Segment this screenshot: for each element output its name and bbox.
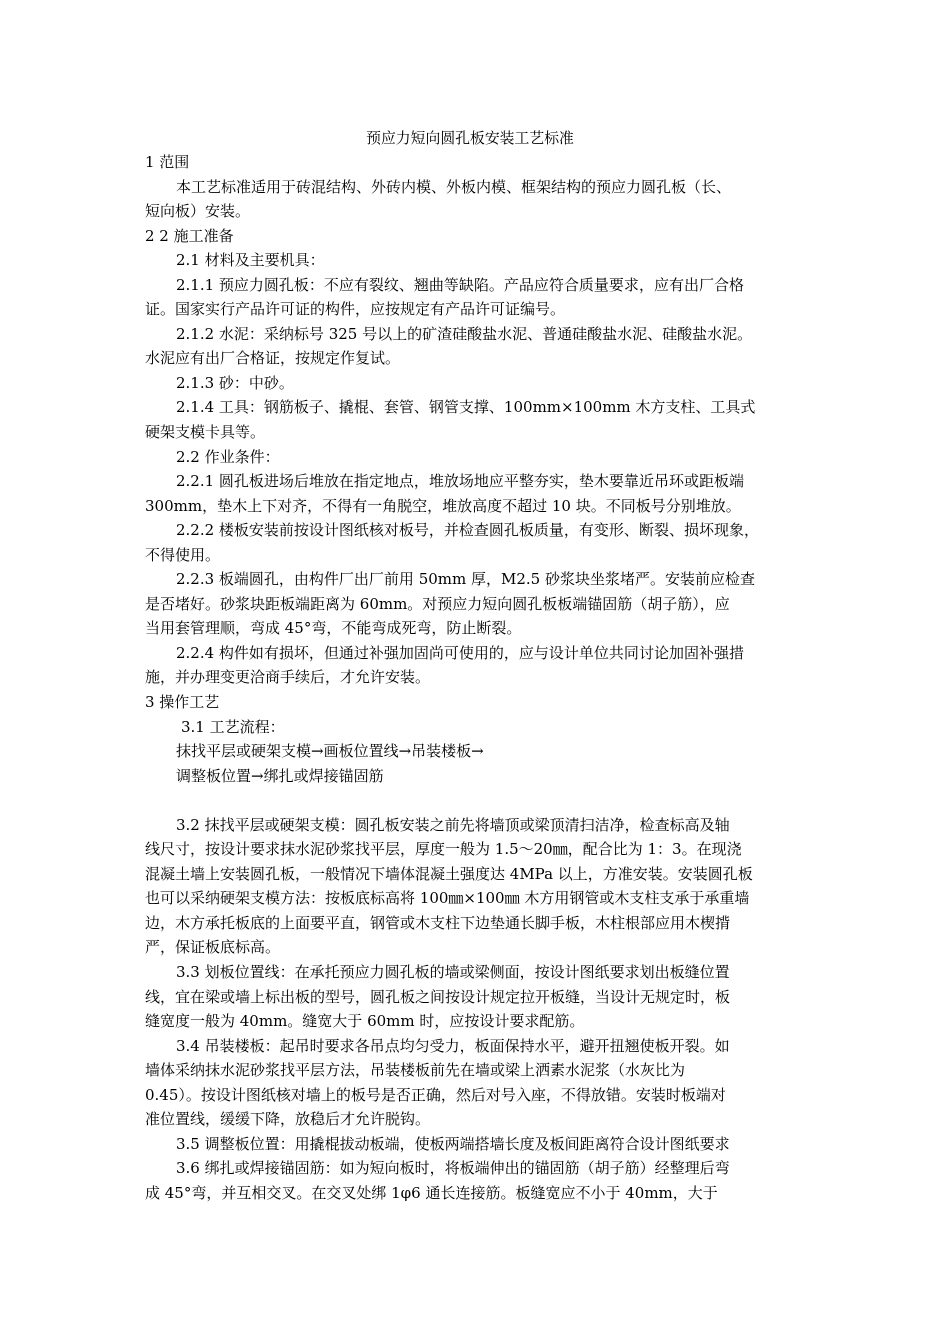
paragraph-line: 水泥应有出厂合格证，按规定作复试。	[145, 349, 401, 367]
paragraph-line: 是否堵好。砂浆块距板端距离为 60mm。对预应力短向圆孔板板端锚固筋（胡子筋），应	[145, 595, 730, 613]
paragraph-line: 也可以采纳硬架支模方法：按板底标高将 100㎜×100㎜ 木方用钢管或木支柱支承于承重墙	[145, 889, 750, 907]
paragraph-line: 硬架支模卡具等。	[145, 423, 266, 441]
paragraph-line: 2.2.4 构件如有损坏，但通过补强加固尚可使用的，应与设计单位共同讨论加固补强措	[176, 644, 744, 662]
paragraph-line: 线尺寸，按设计要求抹水泥砂浆找平层，厚度一般为 1.5～20㎜，配合比为 1：3。在现浇	[145, 840, 742, 858]
paragraph-line: 3.3 划板位置线：在承托预应力圆孔板的墙或梁侧面，按设计图纸要求划出板缝位置	[176, 963, 730, 981]
paragraph-line: 2.2.2 楼板安装前按设计图纸核对板号，并检查圆孔板质量，有变形、断裂、损坏现象，	[176, 521, 759, 539]
subsection-heading: 2.1 材料及主要机具：	[176, 251, 325, 269]
paragraph-line: 2.2.1 圆孔板进场后堆放在指定地点，堆放场地应平整夯实，垫木要靠近吊环或距板端	[176, 472, 744, 490]
paragraph-line: 准位置线，缓缓下降，放稳后才允许脱钩。	[145, 1110, 431, 1128]
paragraph-line: 线，宜在梁或墙上标出板的型号，圆孔板之间按设计规定拉开板缝，当设计无规定时，板	[145, 988, 731, 1006]
paragraph-line: 本工艺标准适用于砖混结构、外砖内模、外板内模、框架结构的预应力圆孔板（长、	[176, 178, 732, 196]
paragraph-line: 墙体采纳抹水泥砂浆找平层方法，吊装楼板前先在墙或梁上洒素水泥浆（水灰比为	[145, 1061, 686, 1079]
section-heading-operation: 3 操作工艺	[145, 693, 220, 711]
section-heading-preparation: 2 2 施工准备	[145, 227, 234, 245]
paragraph-line: 证。国家实行产品许可证的构件，应按规定有产品许可证编号。	[145, 300, 566, 318]
paragraph-line: 混凝土墙上安装圆孔板，一般情况下墙体混凝土强度达 4MPa 以上，方准安装。安装圆孔板	[145, 865, 753, 883]
process-flow-line: 调整板位置→绑扎或焊接锚固筋	[176, 767, 384, 785]
paragraph-line: 3.5 调整板位置：用撬棍拔动板端，使板两端搭墙长度及板间距离符合设计图纸要求	[176, 1135, 730, 1153]
paragraph-line: 3.6 绑扎或焊接锚固筋：如为短向板时，将板端伸出的锚固筋（胡子筋）经整理后弯	[176, 1159, 730, 1177]
paragraph-line: 施，并办理变更洽商手续后，才允许安装。	[145, 668, 431, 686]
document-title: 预应力短向圆孔板安装工艺标准	[366, 129, 574, 147]
paragraph-line: 3.4 吊装楼板：起吊时要求各吊点均匀受力，板面保持水平，避开扭翘使板开裂。如	[176, 1037, 730, 1055]
paragraph-line: 2.1.1 预应力圆孔板：不应有裂纹、翘曲等缺陷。产品应符合质量要求，应有出厂合格	[176, 276, 744, 294]
paragraph-line: 2.1.3 砂：中砂。	[176, 374, 294, 392]
paragraph-line: 缝宽度一般为 40mm。缝宽大于 60mm 时，应按设计要求配筋。	[145, 1012, 585, 1030]
paragraph-line: 3.2 抹找平层或硬架支模：圆孔板安装之前先将墙顶或梁顶清扫洁净，检查标高及轴	[176, 816, 730, 834]
paragraph-line: 2.2.3 板端圆孔，由构件厂出厂前用 50mm 厚，M2.5 砂浆块坐浆堵严。安装前应检查	[176, 570, 755, 588]
paragraph-line: 成 45°弯，并互相交叉。在交叉处绑 1φ6 通长连接筋。板缝宽应不小于 40mm，大于	[145, 1184, 718, 1202]
paragraph-line: 2.1.2 水泥：采纳标号 325 号以上的矿渣硅酸盐水泥、普通硅酸盐水泥、硅酸盐水泥。	[176, 325, 753, 343]
paragraph-line: 300mm，垫木上下对齐，不得有一角脱空，堆放高度不超过 10 块。不同板号分别堆放。	[145, 497, 741, 515]
section-heading-scope: 1 范围	[145, 153, 190, 171]
paragraph-line: 严，保证板底标高。	[145, 938, 281, 956]
paragraph-line: 边，木方承托板底的上面要平直，钢管或木支柱下边垫通长脚手板，木柱根部应用木楔揹	[145, 914, 731, 932]
paragraph-line: 不得使用。	[145, 546, 221, 564]
process-flow-line: 抹找平层或硬架支模→画板位置线→吊装楼板→	[176, 742, 484, 760]
subsection-heading: 3.1 工艺流程：	[181, 718, 285, 736]
subsection-heading: 2.2 作业条件：	[176, 448, 280, 466]
paragraph-line: 0.45）。按设计图纸核对墙上的板号是否正确，然后对号入座，不得放错。安装时板端对	[145, 1086, 726, 1104]
paragraph-line: 2.1.4 工具：钢筋板子、撬棍、套管、钢管支撑、100mm×100mm 木方支柱、工具式	[176, 398, 756, 416]
paragraph-line: 短向板）安装。	[145, 202, 251, 220]
paragraph-line: 当用套管理顺，弯成 45°弯，不能弯成死弯，防止断裂。	[145, 619, 522, 637]
